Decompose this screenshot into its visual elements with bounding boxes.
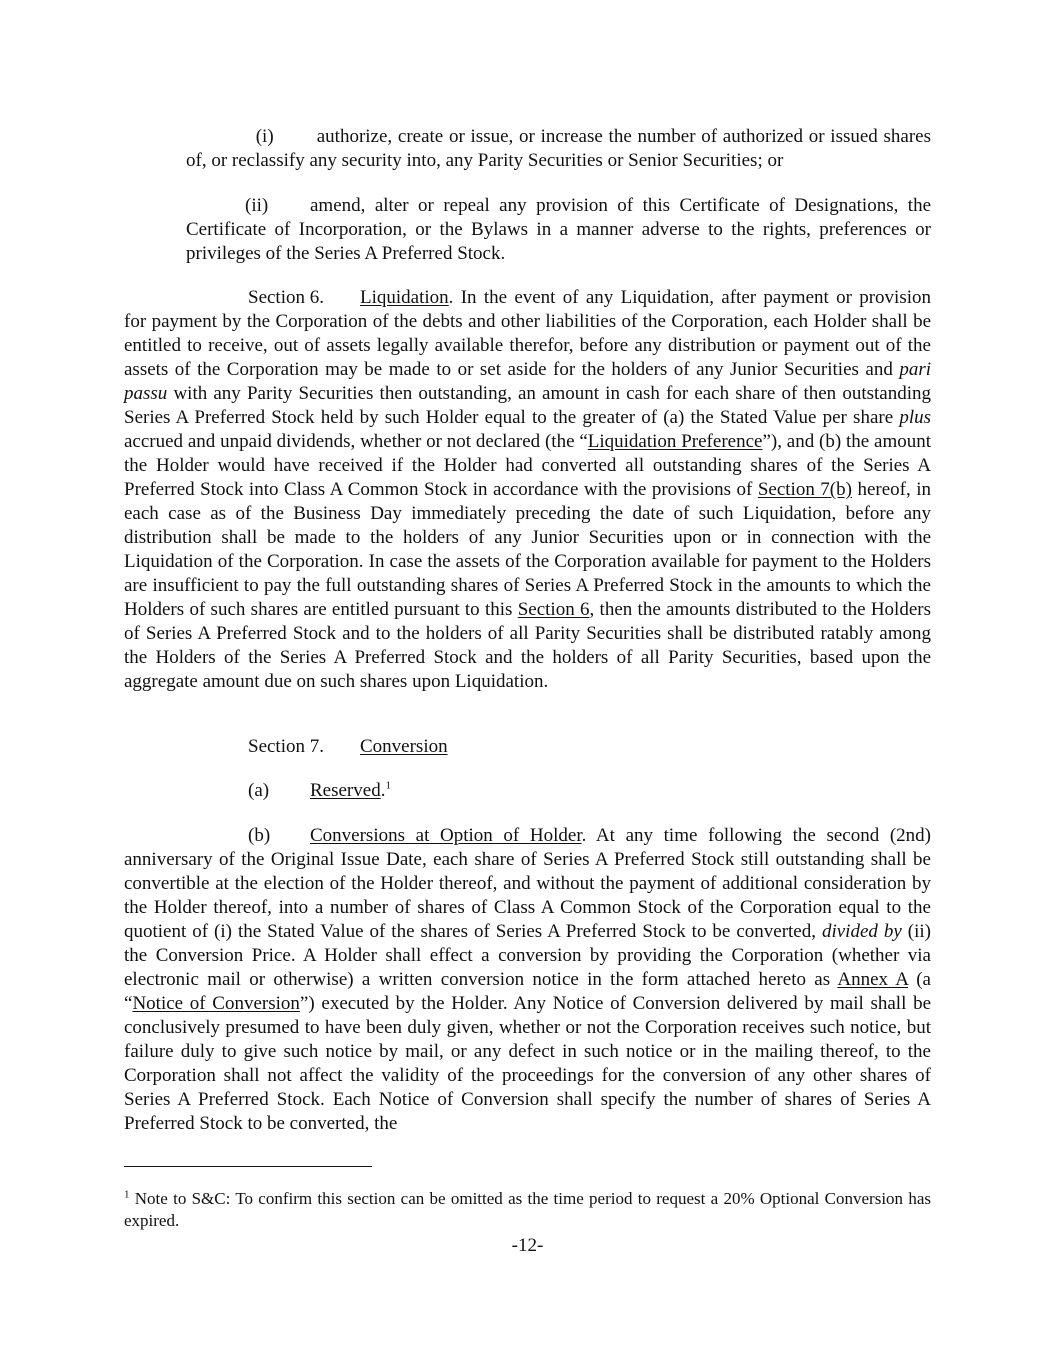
- section-6-text-2: with any Parity Securities then outstanding, an amount in cash for each share of then outstanding Series A Preferred Stock held by such Holder equal to the greater of (a) the Stated Value per share: [124, 383, 931, 428]
- section-7-title: Conversion: [360, 736, 448, 757]
- section-6-text-1: . In the event of any Liquidation, after payment or provision for payment by the Corporation of the debts and other liabilities of the Corporation, each Holder shall be entitled to receive, out of assets legally available therefor, before any distribution or payment out of the assets of the Corporation may be made to or set aside for the holders of any Junior Securities and: [124, 287, 931, 380]
- section-7-heading: [248, 735, 448, 759]
- section-6-reference: Section 6: [517, 599, 590, 620]
- subsection-a-number: (a): [248, 780, 270, 801]
- plus-term: plus: [899, 407, 931, 428]
- clause-i: [186, 125, 931, 173]
- subsection-a-title: Reserved: [310, 780, 381, 801]
- clause-ii: [186, 194, 931, 266]
- section-7b-reference: Section 7(b): [757, 479, 852, 500]
- section-6-text-5: hereof, in each case as of the Business Day immediately preceding the date of such Liquidation, before any distribution shall be made to the holders of any Junior Securities upon or in connection with the Liquidation of the Corporation. In case the assets of the Corporation available for payment to the Holders are insufficient to pay the full outstanding shares of Series A Preferred Stock in the amounts to which the Holders of such shares are entitled pursuant to this: [124, 479, 931, 620]
- footnote-reference[interactable]: 1: [385, 779, 391, 792]
- divided-by-term: divided by: [821, 921, 902, 942]
- section-6-label: Section 6.: [248, 287, 324, 308]
- subsection-b-text-4: ”) executed by the Holder. Any Notice of Conversion delivered by mail shall be conclusively presumed to have been duly given, whether or not the Corporation receives such notice, but failure duly to give such notice by mail, or any defect in such notice or in the mailing thereof, to the Corporation shall not affect the validity of the proceedings for the conversion of any other shares of Series A Preferred Stock. Each Notice of Conversion shall specify the number of shares of Series A Preferred Stock to be converted, the: [124, 993, 932, 1134]
- footnote-mark: 1: [124, 1188, 130, 1201]
- subsection-b-title: Conversions at Option of Holder: [310, 825, 582, 846]
- section-6-paragraph: [124, 286, 931, 694]
- notice-of-conversion-term: Notice of Conversion: [132, 993, 300, 1014]
- section-6-text-3: accrued and unpaid dividends, whether or not declared (the “: [124, 431, 588, 452]
- subsection-a: [248, 779, 391, 803]
- page-number: -12-: [511, 1235, 544, 1256]
- liquidation-preference-term: Liquidation Preference: [587, 431, 763, 452]
- section-7-label: Section 7.: [248, 736, 324, 757]
- footnote: [124, 1188, 931, 1232]
- clause-i-text: authorize, create or issue, or increase the number of authorized or issued shares of, or reclassify any security into, any Parity Securities or Senior Securities; or: [186, 126, 931, 171]
- annex-a-reference: Annex A: [837, 969, 908, 990]
- clause-ii-text: amend, alter or repeal any provision of this Certificate of Designations, the Certificate of Incorporation, or the Bylaws in a manner adverse to the rights, preferences or privileges of the Series A Preferred Stock.: [186, 195, 931, 264]
- section-6-title: Liquidation: [360, 287, 449, 308]
- subsection-b-paragraph: [124, 824, 931, 1136]
- footnote-text: Note to S&C: To confirm this section can be omitted as the time period to request a 20% Optional Conversion has expired.: [124, 1189, 931, 1230]
- section-6-text-6: , then the amounts distributed to the Holders of Series A Preferred Stock and to the holders of all Parity Securities shall be distributed ratably among the Holders of the Series A Preferred Stock and the holders of all Parity Securities, based upon the aggregate amount due on such shares upon Liquidation.: [124, 599, 931, 692]
- subsection-b-text-2: (ii) the Conversion Price. A Holder shall effect a conversion by providing the Corporation (whether via electronic mail or otherwise) a written conversion notice in the form attached hereto as: [124, 921, 931, 990]
- subsection-b-text-1: . At any time following the second (2nd) anniversary of the Original Issue Date, each share of Series A Preferred Stock still outstanding shall be convertible at the election of the Holder thereof, and without the payment of additional consideration by the Holder thereof, into a number of shares of Class A Common Stock of the Corporation equal to the quotient of (i) the Stated Value of the shares of Series A Preferred Stock to be converted,: [124, 825, 931, 942]
- pari-passu-term: pari passu: [124, 359, 931, 404]
- clause-ii-number: (ii): [245, 195, 269, 216]
- footnote-separator: [124, 1166, 372, 1167]
- section-6-text-4: ”), and (b) the amount the Holder would have received if the Holder had converted all outstanding shares of the Series A Preferred Stock into Class A Common Stock in accordance with the provisions of: [124, 431, 931, 500]
- clause-i-number: (i): [255, 126, 274, 147]
- subsection-b-number: (b): [248, 825, 271, 846]
- subsection-a-period: .: [380, 780, 386, 801]
- subsection-b-text-3: (a “: [124, 969, 931, 1014]
